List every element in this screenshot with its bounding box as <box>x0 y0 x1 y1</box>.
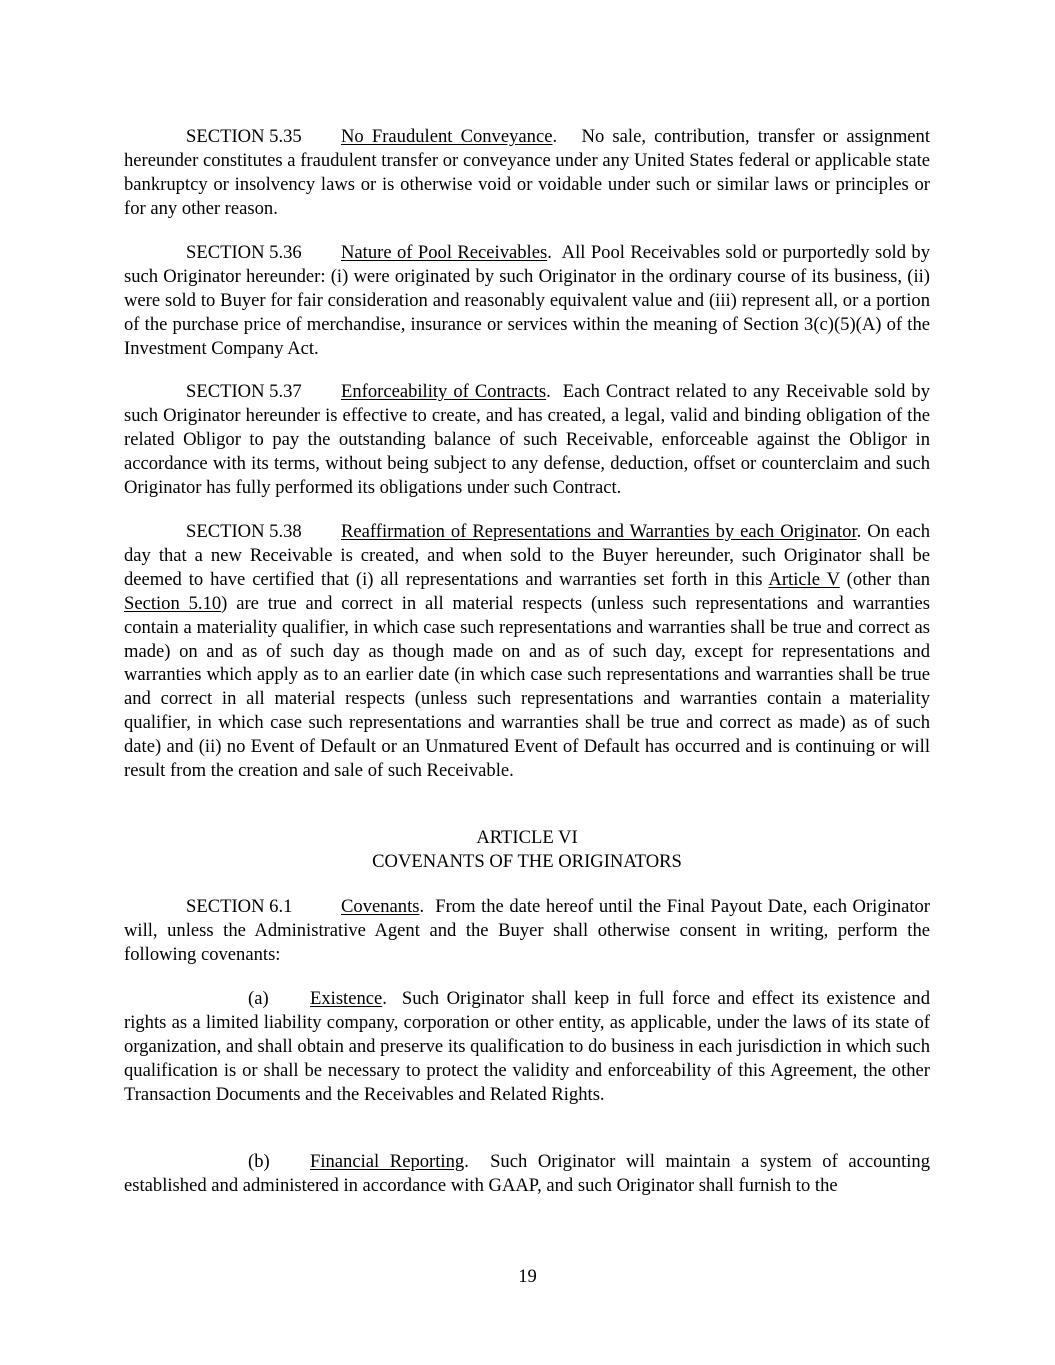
section-number: SECTION 5.38 <box>186 521 302 542</box>
subsection-title: Financial Reporting <box>310 1151 465 1172</box>
section-body-part2: (other than <box>846 568 931 590</box>
subsection-label: (b) <box>248 1151 270 1172</box>
section-5-35: SECTION 5.35 No Fraudulent Conveyance. No sale, contribution, transfer or assignment hereunder constitutes a fraudulent transfer or conveyance under any United States federal or applicable state bankruptcy or insolvency laws or is otherwise void or voidable under such or similar laws or principles or for any other reason. <box>124 126 931 219</box>
section-body: Each Contract related to any Receivable sold by such Originator hereunder is effective to create, and has created, a legal, valid and binding obligation of the related Obligor to pay the outstanding balance of such Receivable, enforceable against the Obligor in accordance with its terms, without being subject to any defense, deduction, offset or counterclaim and such Originator has fully performed its obligations under such Contract. <box>124 381 931 498</box>
section-number: SECTION 5.35 <box>186 126 302 147</box>
section-6-1: SECTION 6.1 Covenants. From the date hereof until the Final Payout Date, each Originator will, unless the Administrative Agent and the Buyer shall otherwise consent in writing, perform the following covenants: <box>124 896 930 965</box>
subsection-body: Such Originator shall keep in full force and effect its existence and rights as a limited liability company, corporation or other entity, as applicable, under the laws of its state of organization, and shall obtain and preserve its qualification to do business in each jurisdiction in which such qualification is or shall be necessary to protect the validity and enforceability of this Agreement, the other Transaction Documents and the Receivables and Related Rights. <box>124 988 930 1105</box>
section-number: SECTION 6.1 <box>186 896 293 917</box>
section-5-37: SECTION 5.37 Enforceability of Contracts. Each Contract related to any Receivable sold by such Originator hereunder is effective to create, and has created, a legal, valid and binding obligation of the related Obligor to pay the outstanding balance of such Receivable, enforceable against the Obligor in accordance with its terms, without being subject to any defense, deduction, offset or counterclaim and such Originator has fully performed its obligations under such Contract. <box>124 381 931 498</box>
subsection-body: Such Originator will maintain a system of accounting established and administered in accordance with GAAP, and such Originator shall furnish to the <box>124 1151 930 1196</box>
section-title: Enforceability of Contracts <box>341 381 547 402</box>
section-body: No sale, contribution, transfer or assignment hereunder constitutes a fraudulent transfer or conveyance under any United States federal or applicable state bankruptcy or insolvency laws or is otherwise void or voidable under such or similar laws or principles or for any other reason. <box>124 126 931 219</box>
section-number: SECTION 5.36 <box>186 242 302 263</box>
subsection-b: (b) Financial Reporting. Such Originator will maintain a system of accounting established and administered in accordance with GAAP, and such Originator shall furnish to the <box>124 1151 930 1196</box>
article-title: COVENANTS OF THE ORIGINATORS <box>372 851 682 872</box>
article-reference: Article V <box>768 568 840 590</box>
section-number: SECTION 5.37 <box>186 381 302 402</box>
section-title: Reaffirmation of Representations and Warranties by each Originator <box>341 521 857 542</box>
section-5-38: SECTION 5.38 Reaffirmation of Representations and Warranties by each Originator. On each day that a new Receivable is created, and when sold to the Buyer hereunder, such Originator shall be deemed to have certified that (i) all representations and warranties set forth in this Article V (other than Section 5.10) are true and correct in all material respects (unless such representations and warranties contain a materiality qualifier, in which case such representations and warranties shall be true and correct as made) on and as of such day as though made on and as of such day, except for representations and warranties which apply as to an earlier date (in which case such representations and warranties shall be true and correct in all material respects (unless such representations and warranties contain a materiality qualifier, in which case such representations and warranties shall be true and correct as made) as of such date) and (ii) no Event of Default or an Unmatured Event of Default has occurred and is continuing or will result from the creation and sale of such Receivable. <box>124 521 931 782</box>
section-title: Nature of Pool Receivables <box>341 242 548 263</box>
subsection-a: (a) Existence. Such Originator shall keep in full force and effect its existence and rights as a limited liability company, corporation or other entity, as applicable, under the laws of its state of organization, and shall obtain and preserve its qualification to do business in each jurisdiction in which such qualification is or shall be necessary to protect the validity and enforceability of this Agreement, the other Transaction Documents and the Receivables and Related Rights. <box>124 988 930 1105</box>
subsection-label: (a) <box>248 988 269 1009</box>
article-label: ARTICLE VI <box>476 827 578 848</box>
section-title: No Fraudulent Conveyance <box>341 126 553 147</box>
section-body: All Pool Receivables sold or purportedly sold by such Originator hereunder: (i) were originated by such Originator in the ordinary course of its business, (ii) were sold to Buyer for fair consideration and reasonably equivalent value and (iii) represent all, or a portion of the purchase price of merchandise, insurance or services within the meaning of Section 3(c)(5)(A) of the Investment Company Act. <box>124 242 930 359</box>
subsection-title: Existence <box>310 988 383 1009</box>
section-body: From the date hereof until the Final Payout Date, each Originator will, unless the Administrative Agent and the Buyer shall otherwise consent in writing, perform the following covenants: <box>124 896 930 965</box>
section-reference: Section 5.10 <box>124 592 222 614</box>
section-title: Covenants <box>341 896 420 917</box>
section-body-part3: ) are true and correct in all material respects (unless such representations and warranties contain a materiality qualifier, in which case such representations and warranties shall be true and correct as made) on and as of such day as though made on and as of such day, except for representations and warranties which apply as to an earlier date (in which case such representations and warranties shall be true and correct in all material respects (unless such representations and warranties contain a materiality qualifier, in which case such representations and warranties shall be true and correct as made) as of such date) and (ii) no Event of Default or an Unmatured Event of Default has occurred and is continuing or will result from the creation and sale of such Receivable. <box>124 592 930 782</box>
section-5-36: SECTION 5.36 Nature of Pool Receivables. All Pool Receivables sold or purportedly sold by such Originator hereunder: (i) were originated by such Originator in the ordinary course of its business, (ii) were sold to Buyer for fair consideration and reasonably equivalent value and (iii) represent all, or a portion of the purchase price of merchandise, insurance or services within the meaning of Section 3(c)(5)(A) of the Investment Company Act. <box>124 242 930 359</box>
page-number: 19 <box>518 1266 537 1287</box>
section-body-part1: On each day that a new Receivable is created, and when sold to the Buyer hereunder, such Originator shall be deemed to have certified that (i) all representations and warranties set forth in this <box>124 521 930 590</box>
